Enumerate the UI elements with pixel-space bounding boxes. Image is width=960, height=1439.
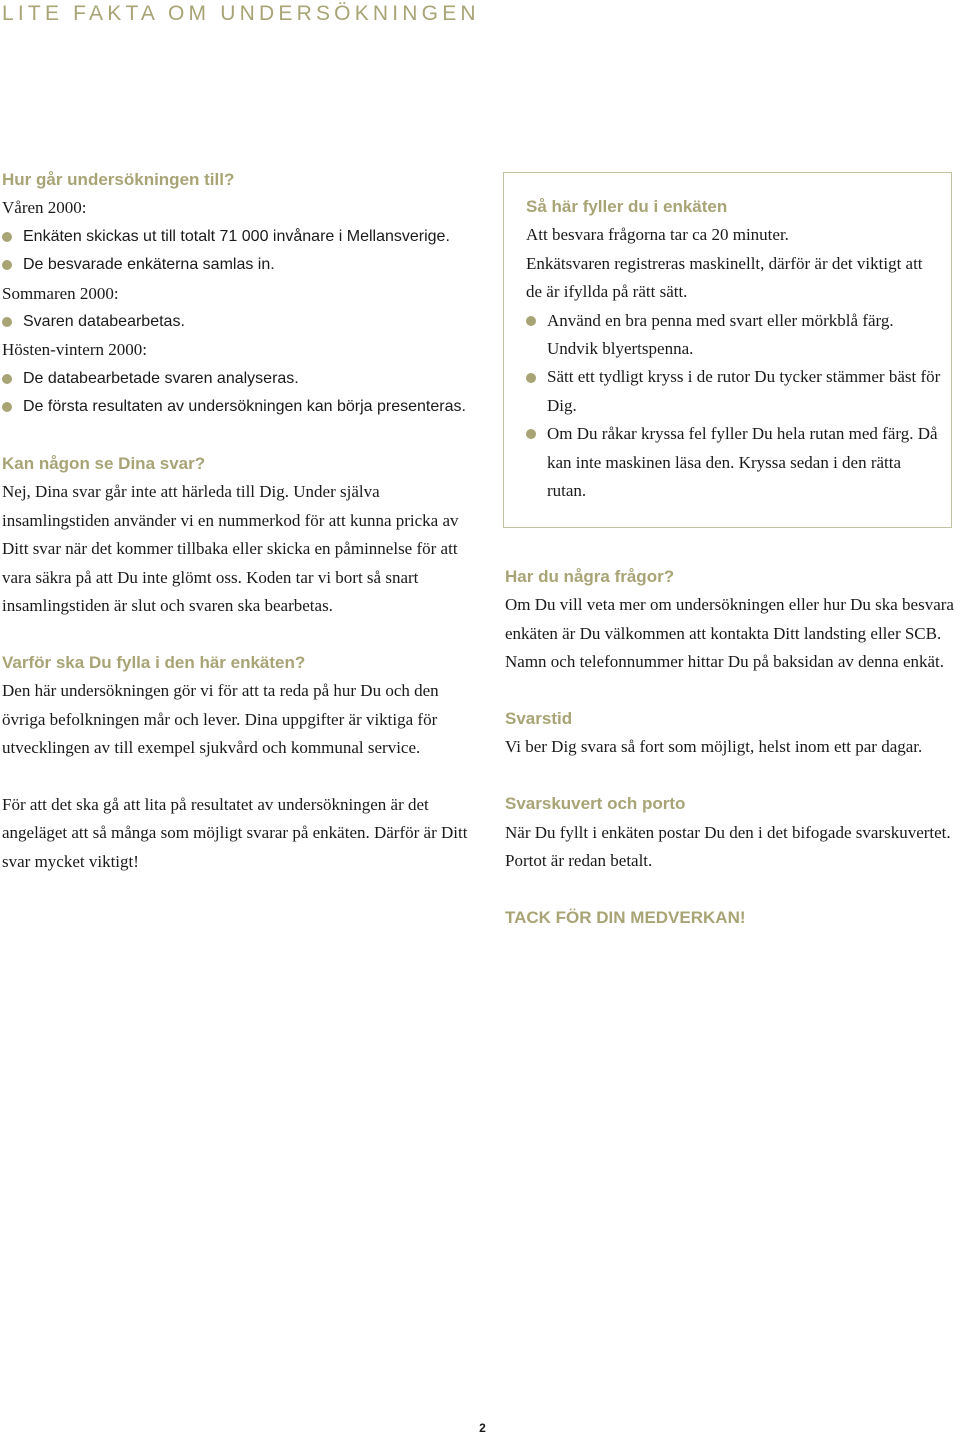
- list-item-text: De första resultaten av undersökningen kan börja presenteras.: [23, 398, 466, 416]
- bullet-icon: [2, 308, 23, 336]
- label-autumn: Hösten-vintern 2000:: [2, 340, 147, 360]
- list-item-text: Om Du råkar kryssa fel fyller Du hela rutan med färg. Då kan inte maskinen läsa den. Kryssa sedan i den rätta rutan.: [547, 424, 938, 501]
- bullet-icon: [2, 251, 23, 279]
- list-item: [526, 363, 941, 420]
- left-column: [2, 166, 472, 876]
- list-item: [2, 393, 472, 421]
- why-text-2: För att det ska gå att lita på resultatet av undersökningen är det angeläget att så många som möjligt svarar på enkäten. Därför är Ditt svar mycket viktigt!: [2, 794, 468, 871]
- label-spring: Våren 2000:: [2, 198, 87, 218]
- page-title: LITE FAKTA OM UNDERSÖKNINGEN: [2, 2, 480, 25]
- list-item-text: De besvarade enkäterna samlas in.: [23, 256, 275, 274]
- instructions-line-2: Enkätsvaren registreras maskinellt, därför är det viktigt att de är ifyllda på rätt sätt.: [526, 253, 923, 302]
- bullet-icon: [2, 365, 23, 393]
- why-text: Den här undersökningen gör vi för att ta reda på hur Du och den övriga befolkningen mår och lever. Dina uppgifter är viktiga för utvecklingen av till exempel sjukvård och kommunal service.: [2, 681, 439, 758]
- list-item-text: De databearbetade svaren analyseras.: [23, 369, 299, 387]
- list-item-text: Sätt ett tydligt kryss i de rutor Du tycker stämmer bäst för Dig.: [547, 367, 941, 415]
- heading-why: Varför ska Du fylla i den här enkäten?: [2, 652, 306, 672]
- heading-envelope: Svarskuvert och porto: [505, 794, 686, 814]
- list-item: [526, 420, 941, 505]
- list-item: [2, 308, 472, 336]
- heading-how: Hur går undersökningen till?: [2, 170, 235, 189]
- list-item: [2, 365, 472, 393]
- list-item-text: Enkäten skickas ut till totalt 71 000 invånare i Mellansverige.: [23, 227, 450, 245]
- heading-questions: Har du några frågor?: [505, 567, 675, 586]
- list-item: [2, 251, 472, 279]
- deadline-text: Vi ber Dig svara så fort som möjligt, helst inom ett par dagar.: [505, 737, 923, 757]
- list-item: [2, 223, 472, 251]
- list-item-text: Använd en bra penna med svart eller mörkblå färg. Undvik blyertspenna.: [547, 310, 894, 359]
- list-item: [526, 307, 941, 364]
- bullet-icon: [2, 223, 23, 251]
- list-item-text: Svaren databearbetas.: [23, 313, 185, 331]
- envelope-text: När Du fyllt i enkäten postar Du den i det bifogade svarskuvertet. Portot är redan betalt.: [505, 822, 951, 870]
- right-column: [505, 563, 955, 932]
- bullet-icon: [526, 363, 547, 391]
- thanks-text: TACK FÖR DIN MEDVERKAN!: [505, 907, 746, 927]
- bullet-icon: [2, 393, 23, 421]
- heading-deadline: Svarstid: [505, 709, 573, 728]
- questions-text: Om Du vill veta mer om undersökningen eller hur Du ska besvara enkäten är Du välkommen att kontakta Ditt landsting eller SCB. Namn och telefonnummer hittar Du på baksidan av denna enkät.: [505, 595, 954, 672]
- privacy-text: Nej, Dina svar går inte att härleda till Dig. Under själva insamlingstiden använder vi en nummerkod för att kunna pricka av Ditt svar när det kommer tillbaka eller skicka en påminnelse för att vara säkra på att Du inte glömt oss. Koden tar vi bort så snart insamlingstiden är slut och svaren ska bearbetas.: [2, 482, 459, 616]
- instructions-box: [503, 172, 952, 528]
- heading-privacy: Kan någon se Dina svar?: [2, 454, 206, 474]
- bullet-icon: [526, 307, 547, 335]
- page-number: 2: [479, 1421, 486, 1435]
- instructions-line-1: Att besvara frågorna tar ca 20 minuter.: [526, 225, 789, 245]
- bullet-icon: [526, 420, 547, 448]
- heading-instructions: Så här fyller du i enkäten: [526, 197, 728, 216]
- label-summer: Sommaren 2000:: [2, 283, 119, 303]
